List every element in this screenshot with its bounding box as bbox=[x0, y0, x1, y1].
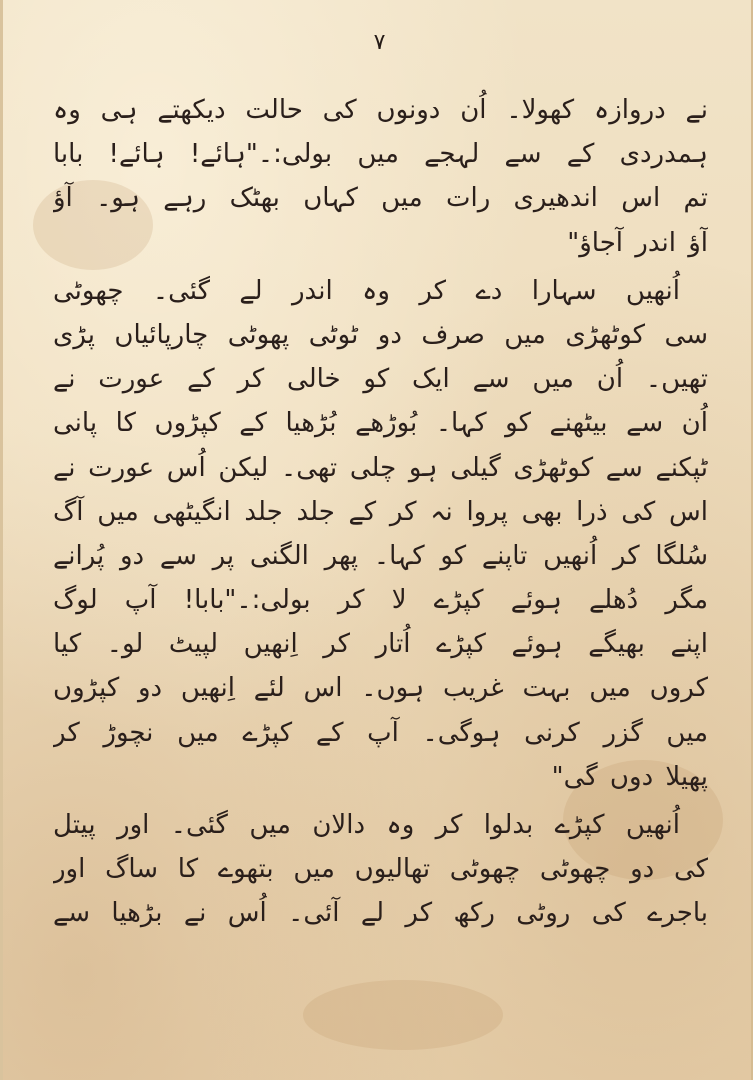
page-number: ۷ bbox=[373, 30, 386, 55]
text-line: اس کی ذرا بھی پروا نہ کر کے جلد جلد انگیٹھی میں آگ bbox=[53, 496, 708, 527]
text-line: پھیلا دوں گی" bbox=[551, 761, 708, 792]
text-line: آؤ اندر آجاؤ" bbox=[567, 227, 708, 258]
text-line: ٹپکنے سے کوٹھڑی گیلی ہو چلی تھی۔ لیکن اُس عورت نے bbox=[53, 452, 708, 483]
text-line: تم اس اندھیری رات میں کہاں بھٹک رہے ہو۔ آؤ bbox=[53, 183, 708, 214]
text-line: مگر دُھلے ہوئے کپڑے لا کر بولی:۔"بابا! آپ لوگ bbox=[53, 585, 708, 616]
text-line: تھیں۔ اُن میں سے ایک کو خالی کر کے عورت نے bbox=[53, 364, 708, 395]
text-line: اُنھیں سہارا دے کر وہ اندر لے گئی۔ چھوٹی bbox=[53, 275, 680, 306]
text-line: کی دو چھوٹی چھوٹی تھالیوں میں بتھوے کا ساگ اور bbox=[53, 854, 708, 885]
text-line: اُن سے بیٹھنے کو کہا۔ بُوڑھے بُڑھیا کے کپڑوں کا پانی bbox=[53, 408, 708, 439]
page-text bbox=[53, 88, 708, 936]
text-line: نے دروازہ کھولا۔ اُن دونوں کی حالت دیکھتے ہی وہ bbox=[53, 95, 708, 125]
paragraph bbox=[53, 88, 708, 265]
text-line: سی کوٹھڑی میں صرف دو ٹوٹی پھوٹی چارپائیاں پڑی bbox=[53, 319, 708, 350]
text-line: ہمدردی کے سے لہجے میں بولی:۔"ہائے! ہائے! بابا bbox=[53, 139, 708, 170]
paper-stain bbox=[303, 980, 503, 1050]
text-line: باجرے کی روٹی رکھ کر لے آئی۔ اُس نے بڑھیا سے bbox=[53, 898, 708, 929]
text-line: اپنے بھیگے ہوئے کپڑے اُتار کر اِنھیں لپیٹ لو۔ کیا bbox=[53, 629, 708, 660]
text-line: اُنھیں کپڑے بدلوا کر وہ دالان میں گئی۔ اور پیتل bbox=[53, 810, 680, 840]
text-line: سُلگا کر اُنھیں تاپنے کو کہا۔ پھر الگنی پر سے دو پُرانے bbox=[53, 540, 708, 571]
paragraph bbox=[53, 269, 708, 799]
text-line: کروں میں بہت غریب ہوں۔ اس لئے اِنھیں دو کپڑوں bbox=[53, 673, 708, 704]
text-line: میں گزر کرنی ہوگی۔ آپ کے کپڑے میں نچوڑ کر bbox=[53, 717, 708, 748]
paragraph bbox=[53, 803, 708, 936]
